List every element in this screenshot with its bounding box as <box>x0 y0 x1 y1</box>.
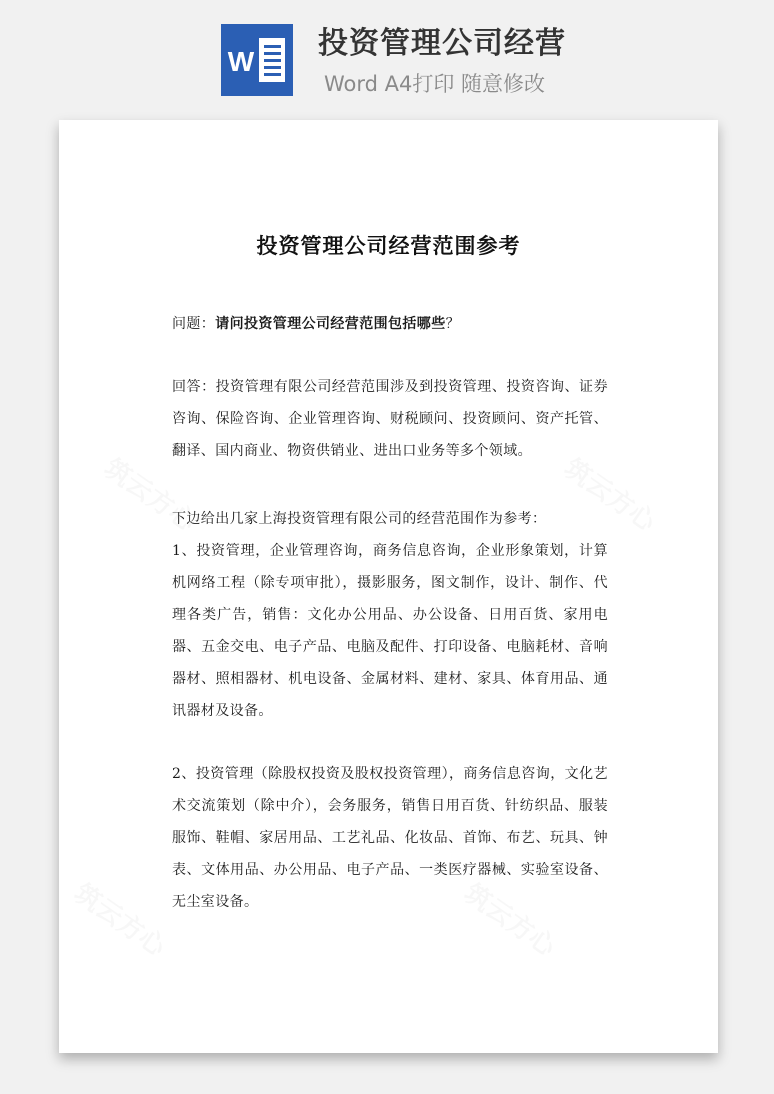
header-title: 投资管理公司经营 <box>318 26 566 61</box>
word-icon <box>221 24 293 96</box>
intro-paragraph: 下边给出几家上海投资管理有限公司的经营范围作为参考： <box>172 511 547 527</box>
item-2-paragraph: 2、投资管理（除股权投资及股权投资管理），商务信息咨询，文化艺术交流策划（除中介），会务服务，销售日用百货、针纺织品、服装服饰、鞋帽、家居用品、工艺礼品、化妆品、首饰、布艺、玩具、钟表、文体用品、办公用品、电子产品、一类医疗器械、实验室设备、无尘室设备。 <box>172 766 608 910</box>
header-banner <box>0 0 774 110</box>
watermark: 筑云方心 <box>558 453 661 538</box>
item-1-paragraph: 1、投资管理，企业管理咨询，商务信息咨询，企业形象策划，计算机网络工程（除专项审批），摄影服务，图文制作，设计、制作、代理各类广告，销售：文化办公用品、办公设备、日用百货、家用电器、五金交电、电子产品、电脑及配件、打印设备、电脑耗材、音响器材、照相器材、机电设备、金属材料、建材、家具、体育用品、通讯器材及设备。 <box>172 543 608 719</box>
word-logo-letter: W <box>227 46 255 77</box>
answer-paragraph: 回答：投资管理有限公司经营范围涉及到投资管理、投资咨询、证券咨询、保险咨询、企业管理咨询、财税顾问、投资顾问、资产托管、翻译、国内商业、物资供销业、进出口业务等多个领域。 <box>172 379 608 459</box>
question-text: 请问投资管理公司经营范围包括哪些 <box>215 316 446 332</box>
watermark: 筑云方心 <box>68 878 171 963</box>
header-subtitle: Word A4打印 随意修改 <box>324 72 546 96</box>
question-paragraph <box>172 308 608 340</box>
question-mark: ？ <box>445 316 461 332</box>
question-label: 问题： <box>172 316 216 332</box>
document-page <box>59 120 718 1053</box>
document-title: 投资管理公司经营范围参考 <box>256 233 521 258</box>
watermark: 筑云方心 <box>98 453 201 538</box>
watermark: 筑云方心 <box>458 878 561 963</box>
